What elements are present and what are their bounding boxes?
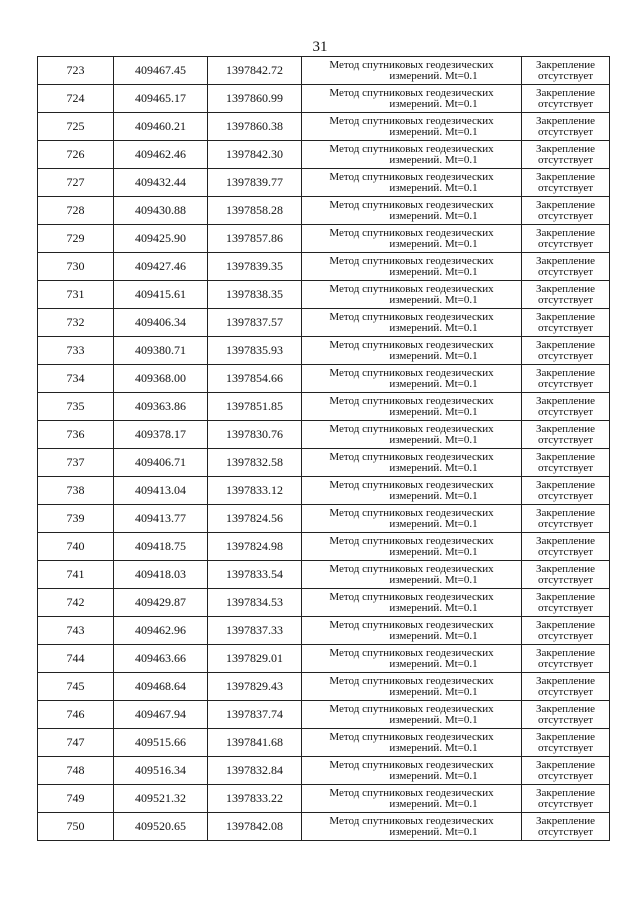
fixing-line-1: Закрепление <box>535 562 596 575</box>
fixing-line-2: отсутствует <box>537 461 594 474</box>
fixing-cell <box>522 757 610 785</box>
point-number-cell: 744 <box>38 645 114 673</box>
table-row <box>38 225 610 253</box>
method-line-2: измерений. Mt=0.1 <box>389 517 478 530</box>
method-line-2: измерений. Mt=0.1 <box>389 97 478 110</box>
fixing-cell <box>522 197 610 225</box>
fixing-cell <box>522 85 610 113</box>
method-cell <box>302 589 522 617</box>
x-coordinate-cell: 409521.32 <box>114 785 208 813</box>
fixing-line-2: отсутствует <box>537 657 594 670</box>
point-number-cell: 726 <box>38 141 114 169</box>
fixing-cell <box>522 477 610 505</box>
fixing-line-1: Закрепление <box>535 422 596 435</box>
table-row <box>38 85 610 113</box>
method-line-1: Метод спутниковых геодезических <box>329 646 494 659</box>
fixing-line-2: отсутствует <box>537 181 594 194</box>
x-coordinate-cell: 409432.44 <box>114 169 208 197</box>
method-line-2: измерений. Mt=0.1 <box>389 825 478 838</box>
fixing-line-1: Закрепление <box>535 394 596 407</box>
method-line-1: Метод спутниковых геодезических <box>329 226 494 239</box>
table-row <box>38 561 610 589</box>
fixing-line-2: отсутствует <box>537 209 594 222</box>
table-row <box>38 701 610 729</box>
table-row <box>38 449 610 477</box>
fixing-line-2: отсутствует <box>537 321 594 334</box>
method-line-2: измерений. Mt=0.1 <box>389 125 478 138</box>
method-line-1: Метод спутниковых геодезических <box>329 534 494 547</box>
method-line-1: Метод спутниковых геодезических <box>329 86 494 99</box>
fixing-cell <box>522 561 610 589</box>
fixing-line-1: Закрепление <box>535 730 596 743</box>
fixing-line-1: Закрепление <box>535 702 596 715</box>
fixing-line-1: Закрепление <box>535 534 596 547</box>
y-coordinate-cell: 1397835.93 <box>208 337 302 365</box>
y-coordinate-cell: 1397829.43 <box>208 673 302 701</box>
method-cell <box>302 281 522 309</box>
fixing-cell <box>522 449 610 477</box>
y-coordinate-cell: 1397832.58 <box>208 449 302 477</box>
x-coordinate-cell: 409413.04 <box>114 477 208 505</box>
table-row <box>38 309 610 337</box>
point-number-cell: 750 <box>38 813 114 841</box>
y-coordinate-cell: 1397829.01 <box>208 645 302 673</box>
method-line-2: измерений. Mt=0.1 <box>389 405 478 418</box>
x-coordinate-cell: 409460.21 <box>114 113 208 141</box>
fixing-line-2: отсутствует <box>537 153 594 166</box>
point-number-cell: 733 <box>38 337 114 365</box>
method-line-1: Метод спутниковых геодезических <box>329 366 494 379</box>
fixing-cell <box>522 365 610 393</box>
method-line-1: Метод спутниковых геодезических <box>329 674 494 687</box>
x-coordinate-cell: 409467.94 <box>114 701 208 729</box>
fixing-line-1: Закрепление <box>535 786 596 799</box>
fixing-line-1: Закрепление <box>535 590 596 603</box>
y-coordinate-cell: 1397839.35 <box>208 253 302 281</box>
table-row <box>38 757 610 785</box>
y-coordinate-cell: 1397837.33 <box>208 617 302 645</box>
method-line-1: Метод спутниковых геодезических <box>329 338 494 351</box>
method-line-2: измерений. Mt=0.1 <box>389 797 478 810</box>
table-row <box>38 337 610 365</box>
table-row <box>38 141 610 169</box>
fixing-cell <box>522 393 610 421</box>
x-coordinate-cell: 409462.46 <box>114 141 208 169</box>
point-number-cell: 736 <box>38 421 114 449</box>
x-coordinate-cell: 409520.65 <box>114 813 208 841</box>
fixing-line-2: отсутствует <box>537 769 594 782</box>
method-line-2: измерений. Mt=0.1 <box>389 489 478 502</box>
method-line-1: Метод спутниковых геодезических <box>329 198 494 211</box>
table-row <box>38 505 610 533</box>
x-coordinate-cell: 409418.03 <box>114 561 208 589</box>
method-cell <box>302 645 522 673</box>
method-line-2: измерений. Mt=0.1 <box>389 293 478 306</box>
fixing-cell <box>522 785 610 813</box>
table-row <box>38 197 610 225</box>
method-line-2: измерений. Mt=0.1 <box>389 545 478 558</box>
point-number-cell: 723 <box>38 57 114 85</box>
method-line-1: Метод спутниковых геодезических <box>329 618 494 631</box>
x-coordinate-cell: 409413.77 <box>114 505 208 533</box>
point-number-cell: 731 <box>38 281 114 309</box>
fixing-line-2: отсутствует <box>537 545 594 558</box>
fixing-cell <box>522 225 610 253</box>
fixing-line-2: отсутствует <box>537 433 594 446</box>
method-cell <box>302 561 522 589</box>
x-coordinate-cell: 409406.71 <box>114 449 208 477</box>
point-number-cell: 741 <box>38 561 114 589</box>
fixing-line-2: отсутствует <box>537 265 594 278</box>
fixing-cell <box>522 673 610 701</box>
table-row <box>38 253 610 281</box>
method-line-1: Метод спутниковых геодезических <box>329 450 494 463</box>
x-coordinate-cell: 409463.66 <box>114 645 208 673</box>
table-row <box>38 57 610 85</box>
fixing-line-2: отсутствует <box>537 377 594 390</box>
point-number-cell: 730 <box>38 253 114 281</box>
x-coordinate-cell: 409467.45 <box>114 57 208 85</box>
y-coordinate-cell: 1397830.76 <box>208 421 302 449</box>
fixing-cell <box>522 645 610 673</box>
fixing-line-2: отсутствует <box>537 405 594 418</box>
y-coordinate-cell: 1397854.66 <box>208 365 302 393</box>
table-row <box>38 169 610 197</box>
table-row <box>38 393 610 421</box>
fixing-line-1: Закрепление <box>535 310 596 323</box>
table-row <box>38 617 610 645</box>
x-coordinate-cell: 409425.90 <box>114 225 208 253</box>
fixing-line-1: Закрепление <box>535 170 596 183</box>
method-line-2: измерений. Mt=0.1 <box>389 629 478 642</box>
fixing-line-1: Закрепление <box>535 198 596 211</box>
method-cell <box>302 757 522 785</box>
method-line-1: Метод спутниковых геодезических <box>329 170 494 183</box>
method-cell <box>302 701 522 729</box>
method-line-1: Метод спутниковых геодезических <box>329 254 494 267</box>
method-line-2: измерений. Mt=0.1 <box>389 657 478 670</box>
x-coordinate-cell: 409468.64 <box>114 673 208 701</box>
point-number-cell: 745 <box>38 673 114 701</box>
table-row <box>38 673 610 701</box>
y-coordinate-cell: 1397833.22 <box>208 785 302 813</box>
fixing-cell <box>522 813 610 841</box>
fixing-line-2: отсутствует <box>537 489 594 502</box>
fixing-line-2: отсутствует <box>537 797 594 810</box>
method-cell <box>302 785 522 813</box>
method-cell <box>302 57 522 85</box>
table-row <box>38 113 610 141</box>
method-cell <box>302 449 522 477</box>
y-coordinate-cell: 1397824.98 <box>208 533 302 561</box>
y-coordinate-cell: 1397857.86 <box>208 225 302 253</box>
fixing-line-1: Закрепление <box>535 282 596 295</box>
method-line-1: Метод спутниковых геодезических <box>329 562 494 575</box>
method-line-1: Метод спутниковых геодезических <box>329 422 494 435</box>
fixing-cell <box>522 169 610 197</box>
method-cell <box>302 813 522 841</box>
y-coordinate-cell: 1397851.85 <box>208 393 302 421</box>
fixing-cell <box>522 617 610 645</box>
x-coordinate-cell: 409418.75 <box>114 533 208 561</box>
table-row <box>38 645 610 673</box>
coordinates-table <box>37 56 610 841</box>
fixing-line-1: Закрепление <box>535 226 596 239</box>
fixing-line-1: Закрепление <box>535 450 596 463</box>
fixing-cell <box>522 141 610 169</box>
method-line-2: измерений. Mt=0.1 <box>389 377 478 390</box>
fixing-cell <box>522 113 610 141</box>
method-cell <box>302 141 522 169</box>
fixing-cell <box>522 533 610 561</box>
method-cell <box>302 253 522 281</box>
y-coordinate-cell: 1397833.12 <box>208 477 302 505</box>
method-line-1: Метод спутниковых геодезических <box>329 786 494 799</box>
fixing-line-1: Закрепление <box>535 618 596 631</box>
method-line-1: Метод спутниковых геодезических <box>329 142 494 155</box>
method-cell <box>302 505 522 533</box>
fixing-line-1: Закрепление <box>535 758 596 771</box>
y-coordinate-cell: 1397841.68 <box>208 729 302 757</box>
point-number-cell: 746 <box>38 701 114 729</box>
x-coordinate-cell: 409406.34 <box>114 309 208 337</box>
y-coordinate-cell: 1397839.77 <box>208 169 302 197</box>
method-line-2: измерений. Mt=0.1 <box>389 573 478 586</box>
fixing-line-1: Закрепление <box>535 58 596 71</box>
method-cell <box>302 169 522 197</box>
method-line-1: Метод спутниковых геодезических <box>329 702 494 715</box>
fixing-line-1: Закрепление <box>535 142 596 155</box>
point-number-cell: 748 <box>38 757 114 785</box>
y-coordinate-cell: 1397837.74 <box>208 701 302 729</box>
fixing-cell <box>522 729 610 757</box>
method-line-1: Метод спутниковых геодезических <box>329 506 494 519</box>
point-number-cell: 724 <box>38 85 114 113</box>
method-cell <box>302 337 522 365</box>
y-coordinate-cell: 1397860.38 <box>208 113 302 141</box>
coordinates-table-body <box>38 57 610 841</box>
method-cell <box>302 673 522 701</box>
y-coordinate-cell: 1397858.28 <box>208 197 302 225</box>
x-coordinate-cell: 409368.00 <box>114 365 208 393</box>
method-line-1: Метод спутниковых геодезических <box>329 730 494 743</box>
fixing-line-2: отсутствует <box>537 713 594 726</box>
table-row <box>38 477 610 505</box>
fixing-line-1: Закрепление <box>535 338 596 351</box>
fixing-line-1: Закрепление <box>535 814 596 827</box>
fixing-line-2: отсутствует <box>537 349 594 362</box>
x-coordinate-cell: 409516.34 <box>114 757 208 785</box>
fixing-line-2: отсутствует <box>537 125 594 138</box>
y-coordinate-cell: 1397860.99 <box>208 85 302 113</box>
method-line-2: измерений. Mt=0.1 <box>389 209 478 222</box>
point-number-cell: 727 <box>38 169 114 197</box>
point-number-cell: 740 <box>38 533 114 561</box>
y-coordinate-cell: 1397837.57 <box>208 309 302 337</box>
fixing-cell <box>522 701 610 729</box>
fixing-line-2: отсутствует <box>537 629 594 642</box>
point-number-cell: 728 <box>38 197 114 225</box>
method-cell <box>302 113 522 141</box>
y-coordinate-cell: 1397838.35 <box>208 281 302 309</box>
fixing-line-1: Закрепление <box>535 646 596 659</box>
fixing-line-2: отсутствует <box>537 97 594 110</box>
method-line-2: измерений. Mt=0.1 <box>389 153 478 166</box>
method-line-2: измерений. Mt=0.1 <box>389 181 478 194</box>
point-number-cell: 725 <box>38 113 114 141</box>
method-line-2: измерений. Mt=0.1 <box>389 69 478 82</box>
method-line-2: измерений. Mt=0.1 <box>389 321 478 334</box>
method-cell <box>302 729 522 757</box>
method-line-1: Метод спутниковых геодезических <box>329 590 494 603</box>
fixing-line-2: отсутствует <box>537 293 594 306</box>
x-coordinate-cell: 409462.96 <box>114 617 208 645</box>
fixing-cell <box>522 421 610 449</box>
method-line-1: Метод спутниковых геодезических <box>329 814 494 827</box>
fixing-line-1: Закрепление <box>535 114 596 127</box>
fixing-cell <box>522 309 610 337</box>
method-cell <box>302 197 522 225</box>
table-row <box>38 729 610 757</box>
method-line-2: измерений. Mt=0.1 <box>389 713 478 726</box>
point-number-cell: 734 <box>38 365 114 393</box>
method-line-2: измерений. Mt=0.1 <box>389 601 478 614</box>
x-coordinate-cell: 409380.71 <box>114 337 208 365</box>
method-cell <box>302 393 522 421</box>
fixing-line-1: Закрепление <box>535 86 596 99</box>
method-cell <box>302 309 522 337</box>
method-cell <box>302 225 522 253</box>
page-number: 31 <box>312 39 328 55</box>
y-coordinate-cell: 1397833.54 <box>208 561 302 589</box>
y-coordinate-cell: 1397842.72 <box>208 57 302 85</box>
method-line-2: измерений. Mt=0.1 <box>389 741 478 754</box>
point-number-cell: 729 <box>38 225 114 253</box>
method-line-1: Метод спутниковых геодезических <box>329 282 494 295</box>
method-line-2: измерений. Mt=0.1 <box>389 685 478 698</box>
table-row <box>38 365 610 393</box>
method-cell <box>302 533 522 561</box>
point-number-cell: 749 <box>38 785 114 813</box>
fixing-cell <box>522 253 610 281</box>
x-coordinate-cell: 409427.46 <box>114 253 208 281</box>
point-number-cell: 743 <box>38 617 114 645</box>
method-line-2: измерений. Mt=0.1 <box>389 461 478 474</box>
table-row <box>38 589 610 617</box>
fixing-line-2: отсутствует <box>537 573 594 586</box>
fixing-line-2: отсутствует <box>537 685 594 698</box>
point-number-cell: 732 <box>38 309 114 337</box>
fixing-cell <box>522 337 610 365</box>
table-row <box>38 533 610 561</box>
fixing-cell <box>522 505 610 533</box>
method-line-2: измерений. Mt=0.1 <box>389 433 478 446</box>
y-coordinate-cell: 1397842.08 <box>208 813 302 841</box>
point-number-cell: 747 <box>38 729 114 757</box>
y-coordinate-cell: 1397834.53 <box>208 589 302 617</box>
fixing-line-1: Закрепление <box>535 366 596 379</box>
x-coordinate-cell: 409429.87 <box>114 589 208 617</box>
method-cell <box>302 365 522 393</box>
x-coordinate-cell: 409415.61 <box>114 281 208 309</box>
table-row <box>38 785 610 813</box>
fixing-cell <box>522 281 610 309</box>
method-cell <box>302 85 522 113</box>
method-line-2: измерений. Mt=0.1 <box>389 265 478 278</box>
method-line-2: измерений. Mt=0.1 <box>389 237 478 250</box>
point-number-cell: 737 <box>38 449 114 477</box>
fixing-line-1: Закрепление <box>535 506 596 519</box>
fixing-cell <box>522 589 610 617</box>
table-row <box>38 813 610 841</box>
x-coordinate-cell: 409515.66 <box>114 729 208 757</box>
table-row <box>38 281 610 309</box>
fixing-line-2: отсутствует <box>537 69 594 82</box>
x-coordinate-cell: 409378.17 <box>114 421 208 449</box>
method-line-2: измерений. Mt=0.1 <box>389 769 478 782</box>
method-cell <box>302 421 522 449</box>
method-cell <box>302 477 522 505</box>
x-coordinate-cell: 409363.86 <box>114 393 208 421</box>
fixing-line-2: отсутствует <box>537 237 594 250</box>
point-number-cell: 739 <box>38 505 114 533</box>
method-line-1: Метод спутниковых геодезических <box>329 394 494 407</box>
x-coordinate-cell: 409430.88 <box>114 197 208 225</box>
y-coordinate-cell: 1397832.84 <box>208 757 302 785</box>
method-line-2: измерений. Mt=0.1 <box>389 349 478 362</box>
method-line-1: Метод спутниковых геодезических <box>329 58 494 71</box>
x-coordinate-cell: 409465.17 <box>114 85 208 113</box>
point-number-cell: 735 <box>38 393 114 421</box>
fixing-line-1: Закрепление <box>535 254 596 267</box>
method-line-1: Метод спутниковых геодезических <box>329 758 494 771</box>
table-row <box>38 421 610 449</box>
method-line-1: Метод спутниковых геодезических <box>329 114 494 127</box>
fixing-line-2: отсутствует <box>537 741 594 754</box>
fixing-cell <box>522 57 610 85</box>
y-coordinate-cell: 1397824.56 <box>208 505 302 533</box>
point-number-cell: 742 <box>38 589 114 617</box>
fixing-line-2: отсутствует <box>537 825 594 838</box>
method-cell <box>302 617 522 645</box>
fixing-line-2: отсутствует <box>537 601 594 614</box>
point-number-cell: 738 <box>38 477 114 505</box>
fixing-line-2: отсутствует <box>537 517 594 530</box>
fixing-line-1: Закрепление <box>535 674 596 687</box>
method-line-1: Метод спутниковых геодезических <box>329 478 494 491</box>
y-coordinate-cell: 1397842.30 <box>208 141 302 169</box>
fixing-line-1: Закрепление <box>535 478 596 491</box>
method-line-1: Метод спутниковых геодезических <box>329 310 494 323</box>
